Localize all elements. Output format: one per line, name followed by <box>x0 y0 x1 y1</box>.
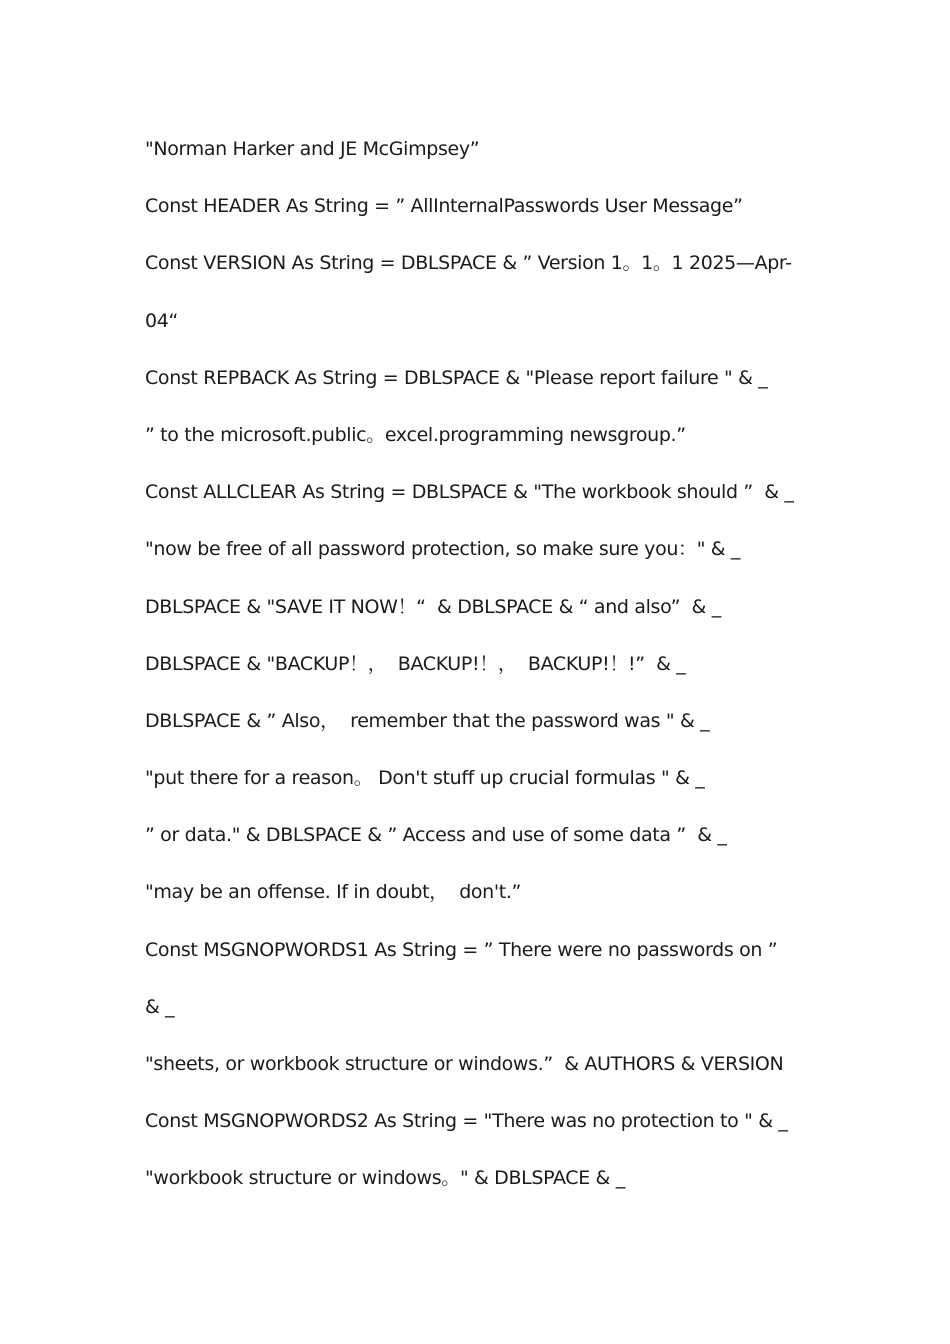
text-line-11: DBLSPACE & ” Also， remember that the password was " & _ <box>145 709 710 732</box>
text-line-14: "may be an offense. If in doubt， don't.” <box>145 881 522 904</box>
text-line-12: "put there for a reason。 Don't stuff up crucial formulas " & _ <box>145 767 705 790</box>
text-line-3: Const VERSION As String = DBLSPACE & ” Version 1。1。1 2025—Apr- <box>145 252 792 275</box>
text-line-18: Const MSGNOPWORDS2 As String = "There was no protection to " & _ <box>145 1110 788 1133</box>
text-line-15: Const MSGNOPWORDS1 As String = ” There were no passwords on ” <box>145 938 778 961</box>
text-line-19: "workbook structure or windows。" & DBLSPACE & _ <box>145 1167 625 1190</box>
text-line-4: 04“ <box>145 309 178 332</box>
text-line-17: "sheets, or workbook structure or windows.” & AUTHORS & VERSION <box>145 1053 784 1075</box>
text-line-5: Const REPBACK As String = DBLSPACE & "Please report failure " & _ <box>145 366 768 389</box>
text-line-7: Const ALLCLEAR As String = DBLSPACE & "The workbook should ” & _ <box>145 481 794 504</box>
text-line-13: ” or data." & DBLSPACE & ” Access and use of some data ” & _ <box>145 824 727 847</box>
text-line-10: DBLSPACE & "BACKUP！， BACKUP!！， BACKUP!！!” & _ <box>145 652 686 675</box>
document-body <box>145 135 815 1222</box>
text-line-9: DBLSPACE & "SAVE IT NOW！“ & DBLSPACE & “ and also” & _ <box>145 595 721 618</box>
text-line-2: Const HEADER As String = ” AllInternalPasswords User Message” <box>145 195 743 218</box>
text-line-8: "now be free of all password protection, so make sure you：" & _ <box>145 538 741 561</box>
text-line-1: "Norman Harker and JE McGimpsey” <box>145 138 480 160</box>
text-line-6: ” to the microsoft.public。excel.programming newsgroup.” <box>145 423 686 446</box>
text-line-16: & _ <box>145 995 175 1018</box>
